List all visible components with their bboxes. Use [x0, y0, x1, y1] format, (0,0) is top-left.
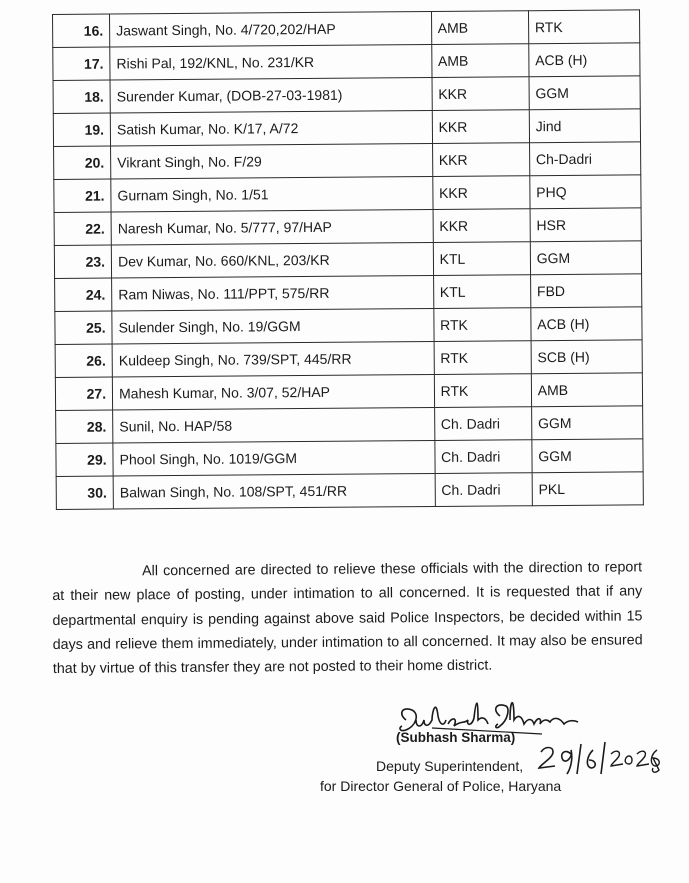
serial-number-cell: 22.	[54, 212, 111, 245]
officer-name-cell: Gurnam Singh, No. 1/51	[111, 177, 433, 213]
officer-name-cell: Dev Kumar, No. 660/KNL, 203/KR	[111, 243, 433, 279]
serial-number-cell: 23.	[54, 245, 111, 278]
serial-number-cell: 28.	[56, 410, 113, 443]
serial-number-cell: 27.	[55, 377, 112, 410]
signatory-name: (Subhash Sharma)	[396, 730, 516, 745]
to-district-cell: AMB	[531, 373, 642, 407]
from-district-cell: KKR	[432, 110, 529, 144]
officer-name-cell: Naresh Kumar, No. 5/777, 97/HAP	[111, 210, 433, 246]
transfer-table	[52, 9, 644, 510]
to-district-cell: Jind	[529, 109, 640, 143]
to-district-cell: GGM	[532, 439, 643, 473]
table-row	[55, 274, 642, 312]
from-district-cell: Ch. Dadri	[435, 440, 532, 474]
officer-name-cell: Surender Kumar, (DOB-27-03-1981)	[110, 78, 432, 114]
serial-number-cell: 30.	[56, 476, 113, 509]
handwritten-date	[535, 740, 665, 780]
signatory-office: for Director General of Police, Haryana	[320, 778, 562, 794]
from-district-cell: KKR	[432, 176, 529, 210]
table-row	[56, 439, 643, 477]
from-district-cell: Ch. Dadri	[435, 473, 532, 507]
directive-text: All concerned are directed to relieve these officials with the direction to report at their new place of posting, under intimation to all concerned. It is requested that if any departmental enquiry is pending against above said Police Inspectors, be decided within 15 days and relieve them immediately, under intimation to all concerned. It may also be ensured that by virtue of this transfer they are not posted to their home district.	[52, 559, 643, 678]
table-row	[53, 109, 640, 147]
table-row	[53, 43, 640, 81]
officer-name-cell: Balwan Singh, No. 108/SPT, 451/RR	[113, 474, 435, 510]
table-row	[55, 373, 642, 411]
table-row	[54, 208, 641, 246]
to-district-cell: ACB (H)	[531, 307, 642, 341]
to-district-cell: Ch-Dadri	[529, 142, 640, 176]
to-district-cell: PKL	[532, 472, 643, 506]
from-district-cell: RTK	[433, 308, 530, 342]
signature-block	[320, 690, 680, 810]
serial-number-cell: 21.	[54, 179, 111, 212]
table-row	[56, 472, 643, 510]
serial-number-cell: 16.	[53, 14, 110, 47]
serial-number-cell: 29.	[56, 443, 113, 476]
table-row	[54, 175, 641, 213]
paragraph-indent	[52, 575, 142, 576]
from-district-cell: KKR	[433, 209, 530, 243]
to-district-cell: RTK	[528, 10, 639, 44]
table-row	[53, 76, 640, 114]
officer-name-cell: Satish Kumar, No. K/17, A/72	[110, 111, 432, 147]
to-district-cell: HSR	[530, 208, 641, 242]
transfer-table-body	[53, 10, 644, 510]
to-district-cell: GGM	[530, 241, 641, 275]
from-district-cell: RTK	[434, 341, 531, 375]
officer-name-cell: Jaswant Singh, No. 4/720,202/HAP	[110, 12, 432, 48]
table-row	[54, 241, 641, 279]
from-district-cell: KTL	[433, 242, 530, 276]
table-row	[54, 142, 641, 180]
serial-number-cell: 20.	[54, 146, 111, 179]
from-district-cell: RTK	[434, 374, 531, 408]
serial-number-cell: 24.	[55, 278, 112, 311]
to-district-cell: PHQ	[530, 175, 641, 209]
to-district-cell: GGM	[531, 406, 642, 440]
table-row	[53, 10, 640, 48]
to-district-cell: SCB (H)	[531, 340, 642, 374]
officer-name-cell: Ram Niwas, No. 111/PPT, 575/RR	[112, 276, 434, 312]
officer-name-cell: Rishi Pal, 192/KNL, No. 231/KR	[110, 45, 432, 81]
officer-name-cell: Phool Singh, No. 1019/GGM	[113, 441, 435, 477]
serial-number-cell: 26.	[55, 344, 112, 377]
from-district-cell: Ch. Dadri	[434, 407, 531, 441]
serial-number-cell: 18.	[53, 80, 110, 113]
table-row	[56, 406, 643, 444]
serial-number-cell: 19.	[53, 113, 110, 146]
from-district-cell: KKR	[432, 77, 529, 111]
signatory-designation: Deputy Superintendent,	[376, 758, 524, 774]
from-district-cell: KTL	[433, 275, 530, 309]
officer-name-cell: Kuldeep Singh, No. 739/SPT, 445/RR	[112, 342, 434, 378]
officer-name-cell: Vikrant Singh, No. F/29	[111, 144, 433, 180]
from-district-cell: KKR	[432, 143, 529, 177]
to-district-cell: ACB (H)	[529, 43, 640, 77]
table-row	[55, 340, 642, 378]
officer-name-cell: Mahesh Kumar, No. 3/07, 52/HAP	[112, 375, 434, 411]
officer-name-cell: Sunil, No. HAP/58	[113, 408, 435, 444]
to-district-cell: FBD	[530, 274, 641, 308]
from-district-cell: AMB	[431, 11, 528, 45]
table-row	[55, 307, 642, 345]
to-district-cell: GGM	[529, 76, 640, 110]
directive-paragraph	[52, 555, 643, 681]
from-district-cell: AMB	[431, 44, 528, 78]
serial-number-cell: 17.	[53, 47, 110, 80]
officer-name-cell: Sulender Singh, No. 19/GGM	[112, 309, 434, 345]
serial-number-cell: 25.	[55, 311, 112, 344]
